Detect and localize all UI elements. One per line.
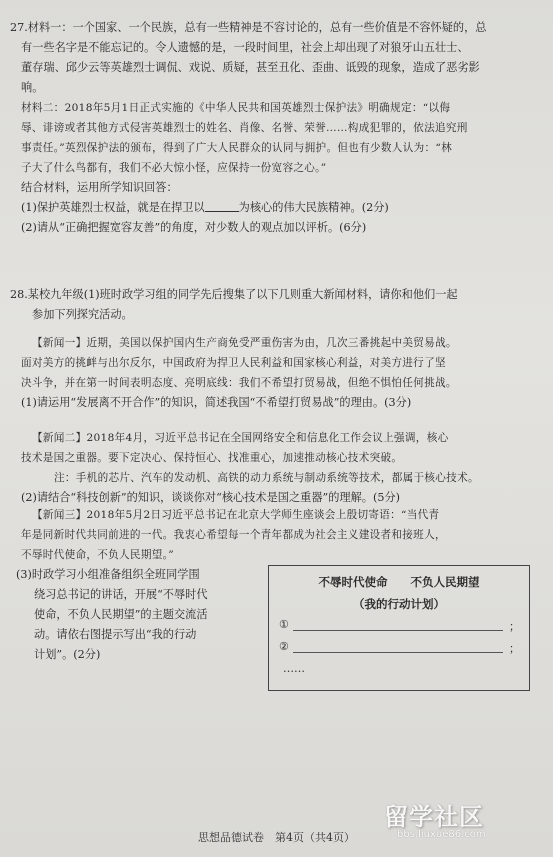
q3-line3: 使命，不负人民期望”的主题交流活 — [34, 608, 208, 621]
plan-item-2-semicolon: ； — [509, 642, 520, 655]
q3-line2: 绕习总书记的讲话，开展“不辱时代 — [34, 588, 208, 601]
watermark-logo: 留学社区 — [384, 803, 484, 831]
question-28 — [10, 285, 538, 325]
plan-item-1-semicolon: ； — [509, 620, 520, 633]
news1-question: (1)请运用“发展离不开合作”的知识，简述我国“不希望打贸易战”的理由。(3分) — [21, 396, 412, 409]
q27-material2-line3: 事责任。”英烈保护法的颁布，得到了广大人民群众的认同与拥护。但也有少数人认为：“林 — [21, 142, 452, 154]
plan-title: 不辱时代使命 不负人民期望 — [318, 575, 480, 589]
q28-intro-line1: 28.某校九年级(1)班时政学习组的同学先后搜集了以下几则重大新闻材料，请你和他们一起 — [10, 288, 458, 301]
plan-item-2-marker: ② — [279, 640, 289, 653]
q27-prompt: 结合材料，运用所学知识回答： — [21, 181, 178, 194]
q3-line1: (3)时政学习小组准备组织全班同学围 — [16, 568, 200, 581]
q27-material1-line3: 董存瑞、邱少云等英雄烈士调侃、戏说、质疑，甚至丑化、歪曲、诋毁的现象，造成了恶劣影 — [21, 61, 480, 74]
q27-subquestion-2: (2)请从“正确把握宽容友善”的角度，对少数人的观点加以评析。(6分) — [21, 221, 367, 234]
q27-material1-line1: 27.材料一：一个国家、一个民族，总有一些精神是不容讨论的，总有一些价值是不容怀疑的，总 — [10, 21, 487, 34]
action-plan-box — [268, 565, 530, 691]
answer-blank — [205, 199, 239, 212]
q27-material2-line2: 辱、诽谤或者其他方式侵害英雄烈士的姓名、肖像、名誉、荣誉……构成犯罪的，依法追究刑 — [21, 122, 468, 134]
q27-material1-line2: 有一些名字是不能忘记的。令人遗憾的是，一段时间里，社会上却出现了对狼牙山五壮士、 — [21, 41, 469, 54]
plan-subtitle: （我的行动计划） — [353, 597, 445, 611]
q27-material1-line4: 响。 — [21, 81, 44, 94]
q27-material2-line4: 子大了什么鸟都有，我们不必大惊小怪，应保持一份宽容之心。” — [21, 162, 327, 174]
q27-s1-text-b: 为核心的伟大民族精神。(2分) — [238, 201, 389, 214]
q3-line4: 动。请依右图提示写出“我的行动 — [34, 628, 197, 641]
q3-line5: 计划”。(2分) — [34, 648, 101, 661]
q27-material2-line1: 材料二：2018年5月1日正式实施的《中华人民共和国英雄烈士保护法》明确规定：“以侮 — [21, 102, 451, 114]
q28-intro-line2: 参加下列探究活动。 — [32, 308, 133, 321]
news3-line2: 年是同新时代共同前进的一代。我衷心希望每一个青年都成为社会主义建设者和接班人， — [21, 529, 446, 541]
news2-line2: 技术是国之重器。要下定决心、保持恒心、找准重心，加速推动核心技术突破。 — [21, 452, 403, 464]
news2-note: 注：手机的芯片、汽车的发动机、高铁的动力系统与制动系统等技术，都属于核心技术。 — [54, 472, 479, 484]
q28-subquestion-3 — [16, 565, 261, 665]
news1-line1: 【新闻一】近期，美国以保护国内生产商免受严重伤害为由，几次三番挑起中美贸易战。 — [32, 337, 457, 349]
watermark-url: bbs.liuxue86.com — [397, 829, 486, 840]
plan-item-2-line[interactable] — [293, 652, 503, 653]
plan-item-1-line[interactable] — [293, 630, 503, 631]
news1-line3: 决斗争，并在第一时间表明态度、亮明底线：我们不希望打贸易战，但绝不惧怕任何挑战。 — [21, 377, 457, 389]
q27-subquestion-1 — [10, 198, 538, 218]
news2-line1: 【新闻二】2018年4月，习近平总书记在全国网络安全和信息化工作会议上强调，核心 — [32, 432, 449, 444]
news-1 — [10, 333, 538, 413]
news-2 — [10, 428, 538, 508]
news3-line1: 【新闻三】2018年5月2日习近平总书记在北京大学师生座谈会上殷切寄语：“当代青 — [32, 509, 440, 521]
news3-line3: 不辱时代使命，不负人民期望。” — [21, 549, 174, 561]
q27-s1-text-a: (1)保护英雄烈士权益，就是在捍卫以 — [21, 201, 205, 214]
question-27 — [10, 18, 538, 238]
news-3 — [10, 505, 538, 565]
plan-item-1-marker: ① — [279, 618, 289, 631]
page-footer: 思想品德试卷 第4页（共4页） — [198, 831, 355, 844]
news1-line2: 面对美方的挑衅与出尔反尔，中国政府为捍卫人民利益和国家核心利益，对美方进行了坚 — [21, 357, 446, 369]
news2-question: (2)请结合“科技创新”的知识，谈谈你对“核心技术是国之重器”的理解。(5分) — [21, 491, 401, 504]
plan-more-ellipsis: …… — [283, 662, 305, 675]
